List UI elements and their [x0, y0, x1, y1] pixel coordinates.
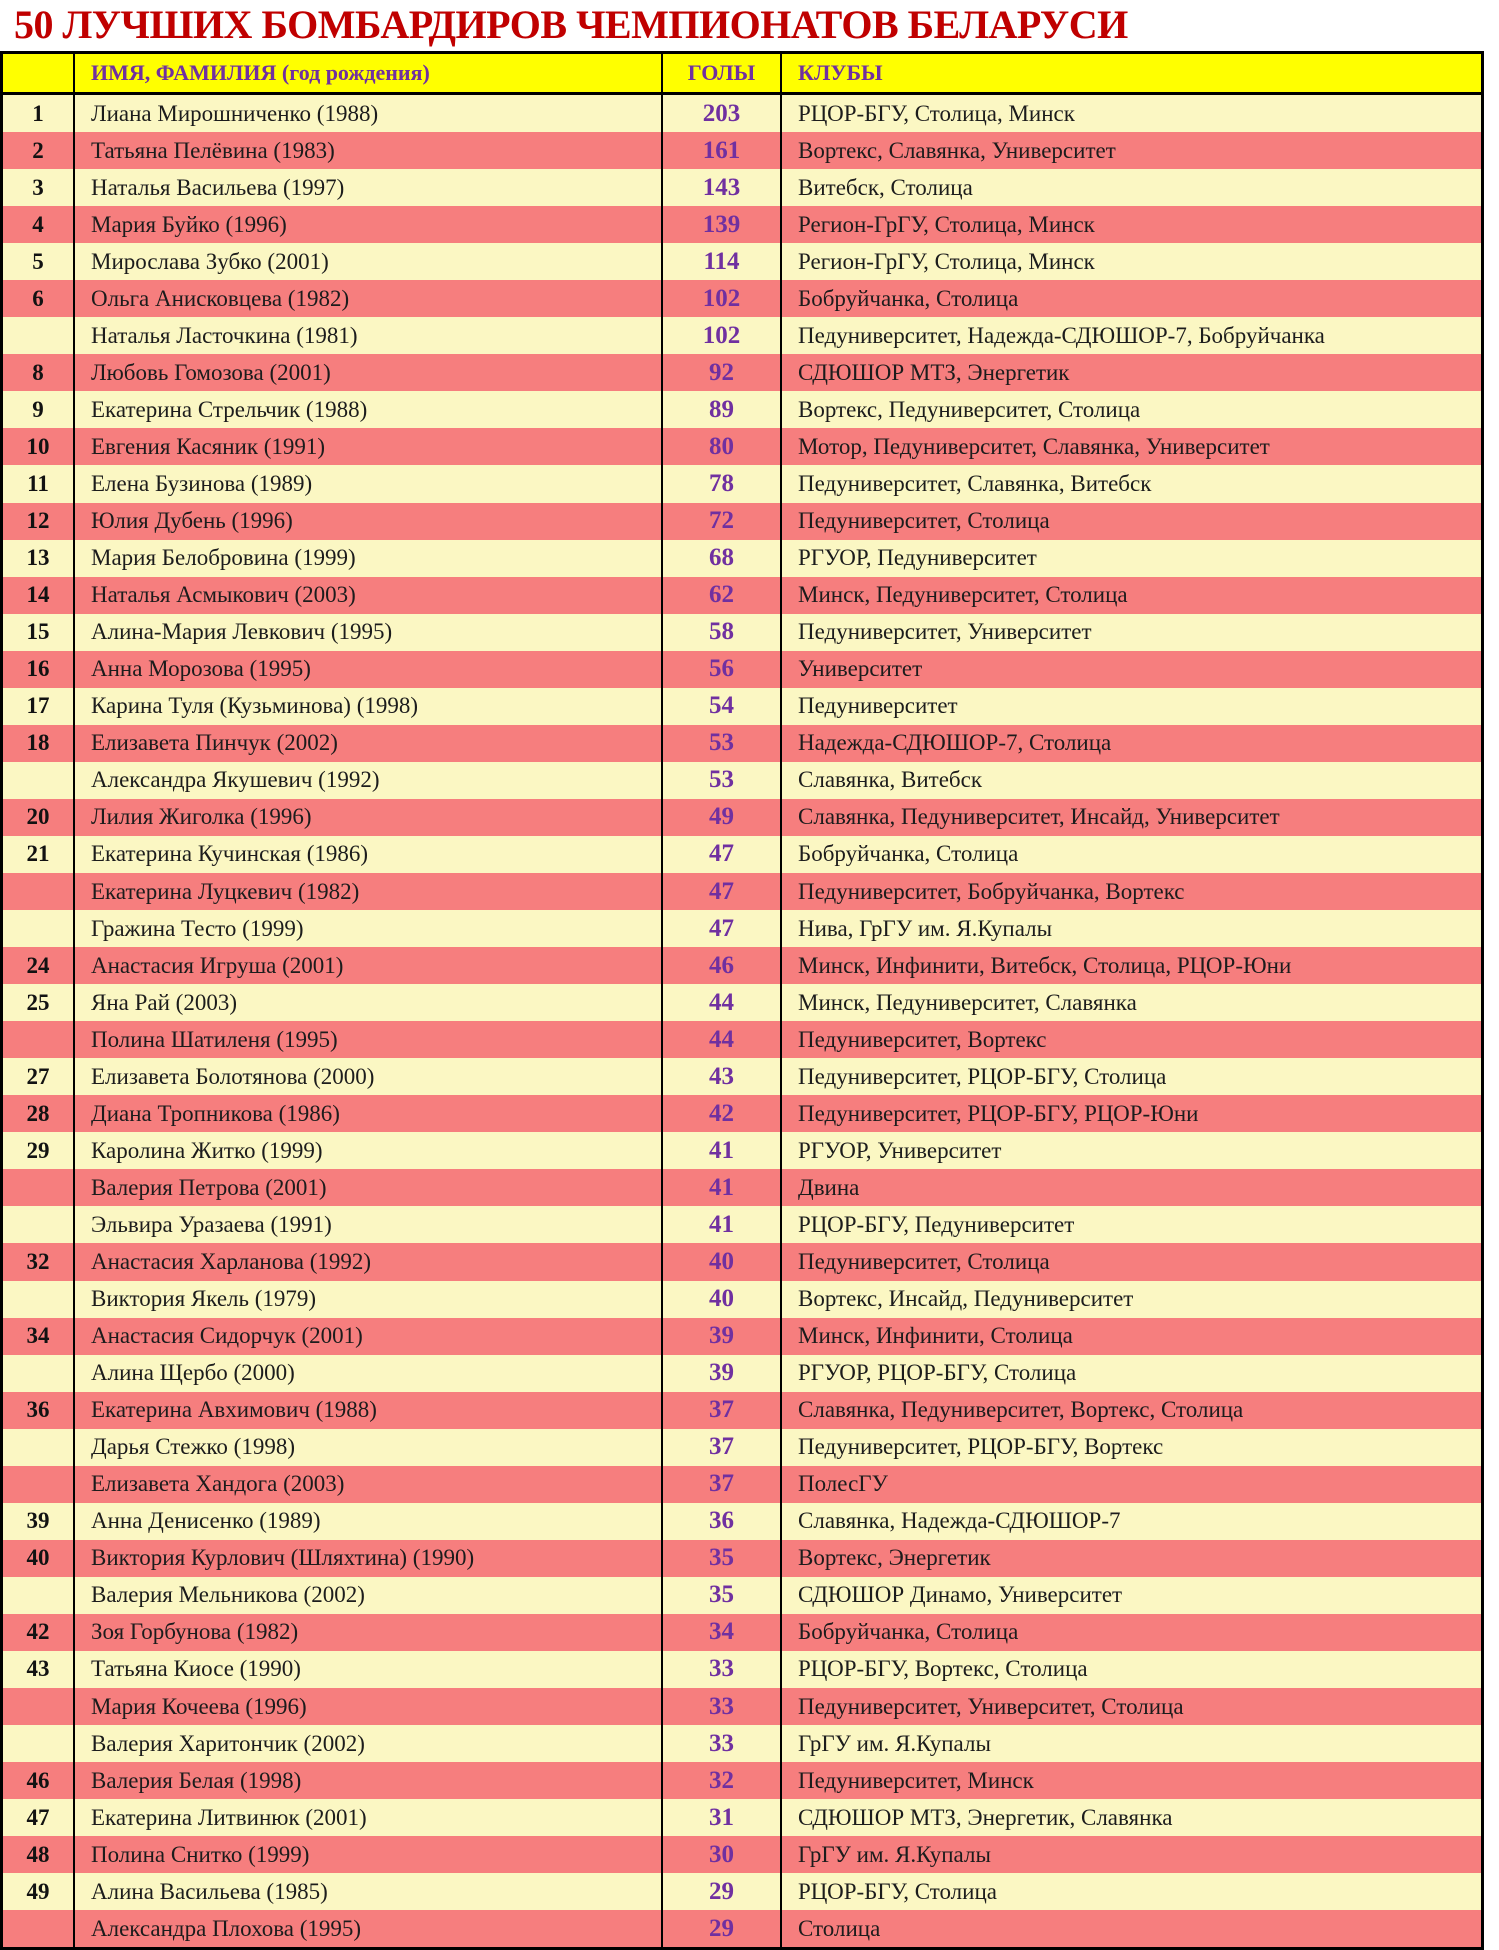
clubs-cell: Минск, Инфинити, Столица: [798, 1323, 1073, 1349]
rank-cell: 14: [3, 577, 75, 614]
clubs-cell: РГУОР, Педуниверситет: [798, 545, 1037, 571]
table-row: [3, 354, 1481, 391]
name-cell: Любовь Гомозова (2001): [75, 354, 663, 391]
page-title: 50 ЛУЧШИХ БОМБАРДИРОВ ЧЕМПИОНАТОВ БЕЛАРУСИ: [14, 2, 1128, 47]
goals-cell: 33: [663, 1688, 782, 1725]
goals-cell: 161: [663, 132, 782, 169]
goals-cell: 34: [663, 1614, 782, 1651]
clubs-cell: Славянка, Витебск: [798, 767, 982, 793]
table-row: [3, 1281, 1481, 1318]
table-row: [3, 1762, 1481, 1799]
goals-cell: 44: [663, 984, 782, 1021]
table-row: [3, 762, 1481, 799]
clubs-cell: Педуниверситет, РЦОР-БГУ, Столица: [798, 1063, 1167, 1089]
name-cell: Полина Снитко (1999): [75, 1836, 663, 1873]
table-row: [3, 651, 1481, 688]
rank-cell: 32: [3, 1243, 75, 1280]
rank-cell: 20: [3, 799, 75, 836]
rank-cell: 43: [3, 1651, 75, 1688]
goals-cell: 35: [663, 1577, 782, 1614]
clubs-cell: Педуниверситет, Надежда-СДЮШОР-7, Бобруйчанка: [798, 322, 1325, 348]
table-row: [3, 1725, 1481, 1762]
clubs-cell: Минск, Инфинити, Витебск, Столица, РЦОР-Юни: [798, 952, 1292, 978]
clubs-header-cell: КЛУБЫ: [798, 60, 883, 85]
rank-cell: [3, 1021, 75, 1058]
clubs-cell: Двина: [798, 1174, 860, 1200]
rank-cell: 49: [3, 1873, 75, 1910]
rank-cell: 34: [3, 1318, 75, 1355]
goals-cell: 78: [663, 465, 782, 502]
clubs-cell: Педуниверситет, РЦОР-БГУ, РЦОР-Юни: [798, 1100, 1199, 1126]
name-cell: Алина Васильева (1985): [75, 1873, 663, 1910]
goals-cell: 58: [663, 614, 782, 651]
goals-header-cell: ГОЛЫ: [663, 54, 782, 92]
table-header-row: [3, 54, 1481, 95]
rank-cell: 16: [3, 651, 75, 688]
goals-cell: 114: [663, 243, 782, 280]
goals-cell: 41: [663, 1206, 782, 1243]
rank-cell: 46: [3, 1762, 75, 1799]
table-row: [3, 910, 1481, 947]
clubs-cell: Витебск, Столица: [798, 174, 973, 200]
clubs-cell: РГУОР, РЦОР-БГУ, Столица: [798, 1360, 1077, 1386]
goals-cell: 29: [663, 1910, 782, 1947]
name-cell: Алина-Мария Левкович (1995): [75, 614, 663, 651]
goals-cell: 68: [663, 540, 782, 577]
name-cell: Валерия Мельникова (2002): [75, 1577, 663, 1614]
name-cell: Анна Морозова (1995): [75, 651, 663, 688]
table-row: [3, 873, 1481, 910]
table-row: [3, 1318, 1481, 1355]
table-row: [3, 503, 1481, 540]
rank-cell: [3, 317, 75, 354]
rank-cell: 13: [3, 540, 75, 577]
clubs-cell: Минск, Педуниверситет, Славянка: [798, 989, 1137, 1015]
table-row: [3, 540, 1481, 577]
name-cell: Анастасия Игруша (2001): [75, 947, 663, 984]
rank-cell: 1: [3, 95, 75, 132]
goals-cell: 92: [663, 354, 782, 391]
clubs-cell: Педуниверситет, Славянка, Витебск: [798, 470, 1152, 496]
goals-cell: 89: [663, 391, 782, 428]
goals-cell: 41: [663, 1169, 782, 1206]
rank-cell: 21: [3, 836, 75, 873]
clubs-cell: Мотор, Педуниверситет, Славянка, Университет: [798, 433, 1270, 459]
table-row: [3, 577, 1481, 614]
rank-cell: 27: [3, 1058, 75, 1095]
table-row: [3, 1466, 1481, 1503]
clubs-cell: Славянка, Надежда-СДЮШОР-7: [798, 1508, 1121, 1534]
rank-cell: [3, 1429, 75, 1466]
goals-cell: 39: [663, 1355, 782, 1392]
name-cell: Наталья Ласточкина (1981): [75, 317, 663, 354]
goals-cell: 31: [663, 1799, 782, 1836]
rank-cell: 17: [3, 688, 75, 725]
rank-header-cell: [3, 54, 75, 92]
rank-cell: 11: [3, 465, 75, 502]
table-row: [3, 391, 1481, 428]
goals-cell: 33: [663, 1725, 782, 1762]
rank-cell: 4: [3, 206, 75, 243]
name-cell: Полина Шатиленя (1995): [75, 1021, 663, 1058]
clubs-cell: РЦОР-БГУ, Педуниверситет: [798, 1211, 1075, 1237]
clubs-cell: РЦОР-БГУ, Вортекс, Столица: [798, 1656, 1088, 1682]
name-cell: Наталья Васильева (1997): [75, 169, 663, 206]
table-row: [3, 1095, 1481, 1132]
clubs-cell: Педуниверситет, Столица: [798, 1248, 1050, 1274]
table-row: [3, 1392, 1481, 1429]
table-row: [3, 1243, 1481, 1280]
table-row: [3, 1429, 1481, 1466]
clubs-cell: ПолесГУ: [798, 1471, 888, 1497]
rank-cell: [3, 1169, 75, 1206]
clubs-cell: Педуниверситет, РЦОР-БГУ, Вортекс: [798, 1434, 1164, 1460]
name-cell: Екатерина Кучинская (1986): [75, 836, 663, 873]
name-cell: Валерия Харитончик (2002): [75, 1725, 663, 1762]
goals-cell: 42: [663, 1095, 782, 1132]
clubs-cell: Славянка, Педуниверситет, Инсайд, Университет: [798, 804, 1280, 830]
name-cell: Екатерина Луцкевич (1982): [75, 873, 663, 910]
rank-cell: 5: [3, 243, 75, 280]
rank-cell: 10: [3, 428, 75, 465]
name-cell: Алина Щербо (2000): [75, 1355, 663, 1392]
rank-cell: [3, 1355, 75, 1392]
clubs-cell: Регион-ГрГУ, Столица, Минск: [798, 211, 1095, 237]
rank-cell: [3, 762, 75, 799]
table-row: [3, 1651, 1481, 1688]
table-row: [3, 1910, 1481, 1947]
name-cell: Каролина Житко (1999): [75, 1132, 663, 1169]
rank-cell: 15: [3, 614, 75, 651]
rank-cell: 39: [3, 1503, 75, 1540]
table-row: [3, 1614, 1481, 1651]
rank-cell: [3, 1910, 75, 1947]
clubs-cell: Столица: [798, 1915, 881, 1941]
table-row: [3, 280, 1481, 317]
table-row: [3, 1577, 1481, 1614]
goals-cell: 29: [663, 1873, 782, 1910]
clubs-cell: Вортекс, Инсайд, Педуниверситет: [798, 1286, 1134, 1312]
table-row: [3, 465, 1481, 502]
rank-cell: [3, 1466, 75, 1503]
name-cell: Наталья Асмыкович (2003): [75, 577, 663, 614]
goals-cell: 53: [663, 725, 782, 762]
rank-cell: 24: [3, 947, 75, 984]
clubs-cell: Педуниверситет: [798, 693, 958, 719]
name-cell: Яна Рай (2003): [75, 984, 663, 1021]
table-row: [3, 614, 1481, 651]
table-row: [3, 984, 1481, 1021]
name-cell: Виктория Якель (1979): [75, 1281, 663, 1318]
table-row: [3, 1688, 1481, 1725]
table-row: [3, 799, 1481, 836]
clubs-cell: Педуниверситет, Университет: [798, 619, 1092, 645]
table-row: [3, 1503, 1481, 1540]
name-cell: Елизавета Болотянова (2000): [75, 1058, 663, 1095]
name-cell: Александра Якушевич (1992): [75, 762, 663, 799]
name-cell: Диана Тропникова (1986): [75, 1095, 663, 1132]
clubs-cell: Вортекс, Энергетик: [798, 1545, 991, 1571]
goals-cell: 47: [663, 910, 782, 947]
rank-cell: 29: [3, 1132, 75, 1169]
goals-cell: 143: [663, 169, 782, 206]
table-row: [3, 95, 1481, 132]
goals-cell: 40: [663, 1243, 782, 1280]
clubs-cell: Бобруйчанка, Столица: [798, 1619, 1019, 1645]
clubs-cell: Нива, ГрГУ им. Я.Купалы: [798, 915, 1053, 941]
table-row: [3, 1355, 1481, 1392]
table-row: [3, 1021, 1481, 1058]
clubs-cell: Педуниверситет, Столица: [798, 508, 1050, 534]
name-cell: Мария Белобровина (1999): [75, 540, 663, 577]
table-row: [3, 206, 1481, 243]
goals-cell: 39: [663, 1318, 782, 1355]
rank-cell: 36: [3, 1392, 75, 1429]
rank-cell: 3: [3, 169, 75, 206]
name-cell: Лилия Жиголка (1996): [75, 799, 663, 836]
goals-cell: 46: [663, 947, 782, 984]
name-header-cell: ИМЯ, ФАМИЛИЯ (год рождения): [75, 54, 663, 92]
rank-cell: 8: [3, 354, 75, 391]
goals-cell: 62: [663, 577, 782, 614]
name-cell: Екатерина Стрельчик (1988): [75, 391, 663, 428]
rank-cell: 12: [3, 503, 75, 540]
rank-cell: [3, 873, 75, 910]
goals-cell: 33: [663, 1651, 782, 1688]
clubs-cell: РЦОР-БГУ, Столица: [798, 1878, 997, 1904]
rank-cell: [3, 1725, 75, 1762]
rank-cell: 40: [3, 1540, 75, 1577]
clubs-cell: Педуниверситет, Вортекс: [798, 1026, 1047, 1052]
goals-cell: 37: [663, 1429, 782, 1466]
rank-cell: 48: [3, 1836, 75, 1873]
goals-cell: 139: [663, 206, 782, 243]
goals-cell: 56: [663, 651, 782, 688]
goals-cell: 40: [663, 1281, 782, 1318]
rank-cell: [3, 1577, 75, 1614]
clubs-cell: Вортекс, Педуниверситет, Столица: [798, 396, 1141, 422]
clubs-cell: ГрГУ им. Я.Купалы: [798, 1841, 991, 1867]
table-row: [3, 169, 1481, 206]
name-cell: Анастасия Харланова (1992): [75, 1243, 663, 1280]
goals-cell: 49: [663, 799, 782, 836]
table-row: [3, 947, 1481, 984]
table-row: [3, 1836, 1481, 1873]
goals-cell: 80: [663, 428, 782, 465]
table-row: [3, 1799, 1481, 1836]
clubs-cell: Педуниверситет, Университет, Столица: [798, 1693, 1184, 1719]
rank-cell: 28: [3, 1095, 75, 1132]
table-body: [3, 95, 1481, 1947]
clubs-cell: СДЮШОР МТЗ, Энергетик: [798, 359, 1070, 385]
clubs-cell: ГрГУ им. Я.Купалы: [798, 1730, 991, 1756]
name-cell: Валерия Белая (1998): [75, 1762, 663, 1799]
name-cell: Александра Плохова (1995): [75, 1910, 663, 1947]
name-cell: Ольга Анисковцева (1982): [75, 280, 663, 317]
name-cell: Анастасия Сидорчук (2001): [75, 1318, 663, 1355]
name-cell: Виктория Курлович (Шляхтина) (1990): [75, 1540, 663, 1577]
table-row: [3, 317, 1481, 354]
table-row: [3, 1132, 1481, 1169]
name-cell: Мария Буйко (1996): [75, 206, 663, 243]
clubs-cell: Педуниверситет, Бобруйчанка, Вортекс: [798, 878, 1185, 904]
name-cell: Юлия Дубень (1996): [75, 503, 663, 540]
table-row: [3, 1873, 1481, 1910]
goals-cell: 30: [663, 1836, 782, 1873]
rank-cell: 9: [3, 391, 75, 428]
name-cell: Татьяна Пелёвина (1983): [75, 132, 663, 169]
rank-cell: [3, 1281, 75, 1318]
name-cell: Мирослава Зубко (2001): [75, 243, 663, 280]
goals-cell: 72: [663, 503, 782, 540]
clubs-cell: Бобруйчанка, Столица: [798, 285, 1019, 311]
clubs-cell: Бобруйчанка, Столица: [798, 841, 1019, 867]
goals-cell: 32: [663, 1762, 782, 1799]
name-cell: Екатерина Литвинюк (2001): [75, 1799, 663, 1836]
clubs-cell: СДЮШОР Динамо, Университет: [798, 1582, 1123, 1608]
goals-cell: 102: [663, 280, 782, 317]
goals-cell: 102: [663, 317, 782, 354]
rank-cell: 25: [3, 984, 75, 1021]
name-cell: Екатерина Авхимович (1988): [75, 1392, 663, 1429]
goals-cell: 44: [663, 1021, 782, 1058]
name-cell: Татьяна Киосе (1990): [75, 1651, 663, 1688]
name-cell: Елена Бузинова (1989): [75, 465, 663, 502]
rank-cell: 6: [3, 280, 75, 317]
name-cell: Дарья Стежко (1998): [75, 1429, 663, 1466]
name-cell: Зоя Горбунова (1982): [75, 1614, 663, 1651]
clubs-cell: Вортекс, Славянка, Университет: [798, 137, 1116, 163]
goals-cell: 43: [663, 1058, 782, 1095]
name-cell: Елизавета Пинчук (2002): [75, 725, 663, 762]
name-cell: Эльвира Уразаева (1991): [75, 1206, 663, 1243]
goals-cell: 53: [663, 762, 782, 799]
table-row: [3, 725, 1481, 762]
table-row: [3, 836, 1481, 873]
rank-cell: 42: [3, 1614, 75, 1651]
rank-cell: [3, 1688, 75, 1725]
name-cell: Евгения Касяник (1991): [75, 428, 663, 465]
name-cell: Карина Туля (Кузьминова) (1998): [75, 688, 663, 725]
table-row: [3, 243, 1481, 280]
goals-cell: 41: [663, 1132, 782, 1169]
goals-cell: 35: [663, 1540, 782, 1577]
name-cell: Анна Денисенко (1989): [75, 1503, 663, 1540]
clubs-cell: Надежда-СДЮШОР-7, Столица: [798, 730, 1112, 756]
rank-cell: [3, 1206, 75, 1243]
table-row: [3, 1169, 1481, 1206]
clubs-cell: Регион-ГрГУ, Столица, Минск: [798, 248, 1095, 274]
clubs-cell: Педуниверситет, Минск: [798, 1767, 1034, 1793]
clubs-cell: РГУОР, Университет: [798, 1137, 1002, 1163]
goals-cell: 37: [663, 1392, 782, 1429]
goals-cell: 36: [663, 1503, 782, 1540]
rank-cell: 18: [3, 725, 75, 762]
scorers-table: [0, 51, 1484, 1950]
rank-cell: 2: [3, 132, 75, 169]
name-cell: Валерия Петрова (2001): [75, 1169, 663, 1206]
name-cell: Гражина Тесто (1999): [75, 910, 663, 947]
clubs-cell: Минск, Педуниверситет, Столица: [798, 582, 1128, 608]
rank-cell: [3, 910, 75, 947]
table-row: [3, 1058, 1481, 1095]
goals-cell: 54: [663, 688, 782, 725]
goals-cell: 37: [663, 1466, 782, 1503]
table-row: [3, 428, 1481, 465]
table-row: [3, 1206, 1481, 1243]
table-row: [3, 132, 1481, 169]
name-cell: Лиана Мирошниченко (1988): [75, 95, 663, 132]
table-row: [3, 1540, 1481, 1577]
goals-cell: 203: [663, 95, 782, 132]
clubs-cell: РЦОР-БГУ, Столица, Минск: [798, 100, 1075, 126]
name-cell: Мария Кочеева (1996): [75, 1688, 663, 1725]
rank-cell: 47: [3, 1799, 75, 1836]
goals-cell: 47: [663, 873, 782, 910]
clubs-cell: СДЮШОР МТЗ, Энергетик, Славянка: [798, 1804, 1173, 1830]
name-cell: Елизавета Хандога (2003): [75, 1466, 663, 1503]
goals-cell: 47: [663, 836, 782, 873]
clubs-cell: Славянка, Педуниверситет, Вортекс, Столица: [798, 1397, 1244, 1423]
clubs-cell: Университет: [798, 656, 923, 682]
table-row: [3, 688, 1481, 725]
